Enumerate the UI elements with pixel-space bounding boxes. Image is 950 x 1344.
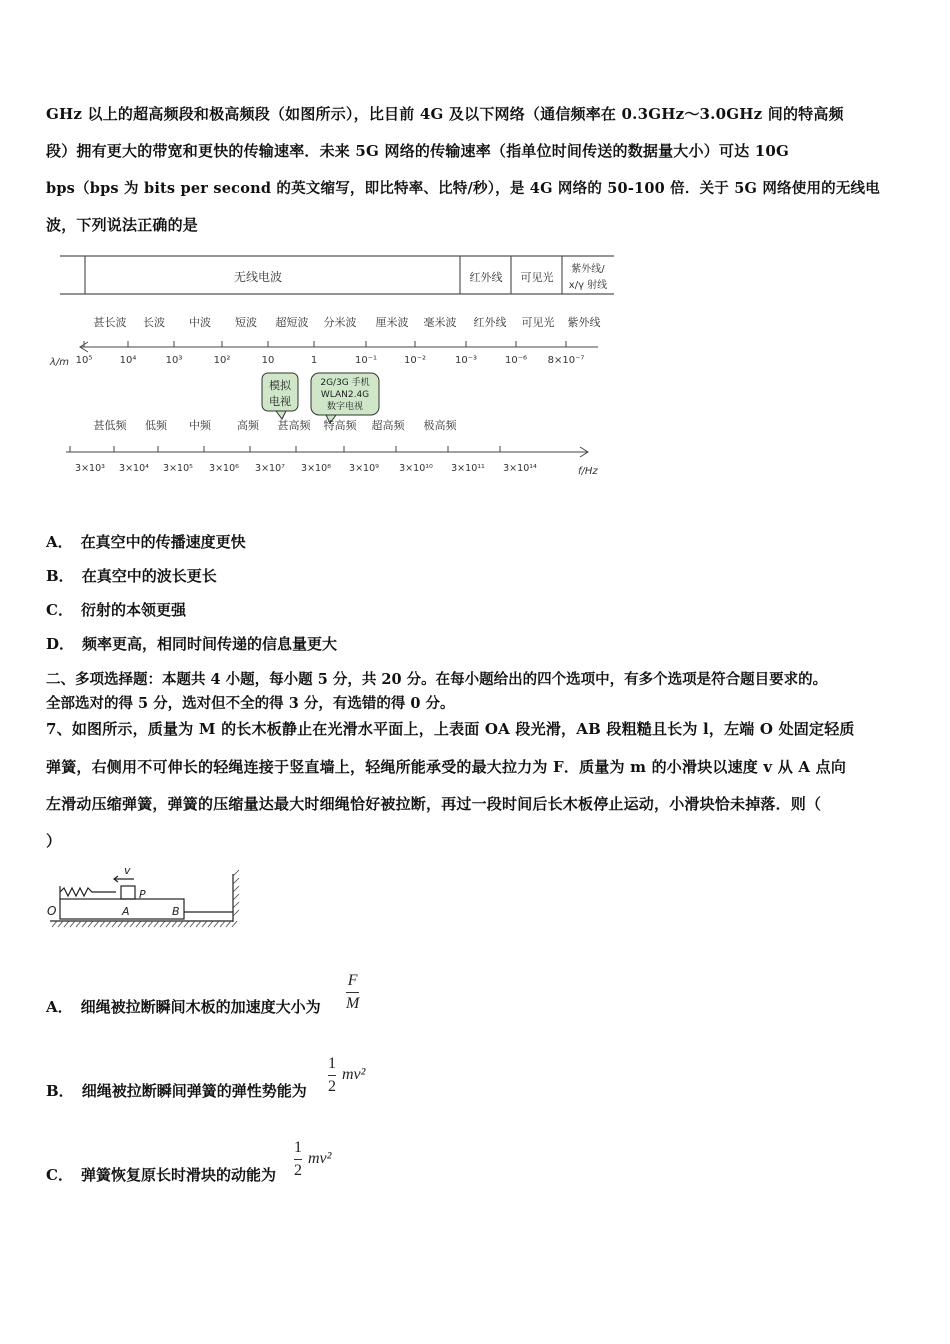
freq-tick-1: 3×10⁴ bbox=[119, 463, 149, 474]
label-p: P bbox=[139, 888, 146, 901]
q6-option-a[interactable] bbox=[46, 531, 246, 552]
q7-option-c-numerator: 1 bbox=[294, 1139, 302, 1156]
q7-option-a-key: A． bbox=[46, 998, 73, 1016]
band-infrared: 红外线 bbox=[469, 271, 503, 284]
q7-option-a-numerator: F bbox=[347, 972, 358, 989]
freq-name-6: 超高频 bbox=[371, 419, 405, 432]
callout-tv-line-2: 电视 bbox=[269, 395, 291, 408]
wave-name-0: 甚长波 bbox=[93, 316, 127, 329]
lambda-tick-1: 10⁴ bbox=[119, 355, 137, 366]
q7-option-c-key: C． bbox=[46, 1166, 73, 1184]
wave-name-3: 短波 bbox=[235, 316, 257, 329]
label-b: B bbox=[172, 905, 180, 918]
callout-phone-line-2: WLAN2.4G bbox=[320, 390, 370, 400]
freq-name-2: 中频 bbox=[189, 419, 211, 432]
q7-option-b-fraction bbox=[328, 1055, 336, 1096]
lambda-tick-9: 10⁻⁶ bbox=[504, 355, 528, 366]
q6-option-c-text: 衍射的本领更强 bbox=[80, 601, 186, 619]
lambda-tick-10: 8×10⁻⁷ bbox=[547, 355, 585, 366]
q7-option-a-text: 细绳被拉断瞬间木板的加速度大小为 bbox=[80, 998, 321, 1016]
q6-option-a-key: A． bbox=[46, 533, 73, 551]
q6-option-b-key: B． bbox=[46, 567, 74, 585]
lambda-tick-2: 10³ bbox=[165, 355, 183, 366]
q7-option-c-mv2: mv² bbox=[308, 1150, 332, 1167]
lambda-tick-3: 10² bbox=[213, 355, 231, 366]
q7-line-3: 左滑动压缩弹簧，弹簧的压缩量达最大时细绳恰好被拉断，再过一段时间后长木板停止运动，小滑块恰未掉落．则（ bbox=[46, 795, 822, 813]
wave-name-5: 分米波 bbox=[323, 316, 357, 329]
wave-name-7: 毫米波 bbox=[423, 316, 457, 329]
q7-option-b-numerator: 1 bbox=[328, 1055, 336, 1072]
freq-tick-8: 3×10¹¹ bbox=[451, 463, 485, 474]
freq-name-5: 特高频 bbox=[323, 419, 357, 432]
q7-line-4: ） bbox=[46, 832, 62, 850]
freq-tick-3: 3×10⁶ bbox=[209, 463, 239, 474]
paragraph-line-1: GHz 以上的超高频段和极高频段（如图所示），比目前 4G 及以下网络（通信频率在 0.3GHz～3.0GHz 间的特高频 bbox=[46, 105, 844, 123]
q6-option-d-text: 频率更高，相同时间传递的信息量更大 bbox=[82, 635, 338, 653]
q7-option-a-fraction bbox=[346, 972, 359, 1013]
lambda-tick-4: 10 bbox=[261, 355, 275, 366]
q6-option-b-text: 在真空中的波长更长 bbox=[81, 567, 217, 585]
callout-tv-line-1: 模拟 bbox=[269, 379, 291, 392]
q6-option-d[interactable] bbox=[46, 633, 337, 654]
lambda-axis-label: λ/m bbox=[50, 357, 70, 368]
freq-tick-4: 3×10⁷ bbox=[255, 463, 285, 474]
wave-name-1: 长波 bbox=[143, 316, 165, 329]
section2-line-1: 二、多项选择题：本题共 4 小题，每小题 5 分，共 20 分。在每小题给出的四个选项中，有多个选项是符合题目要求的。 bbox=[46, 671, 828, 688]
paragraph-line-4: 波，下列说法正确的是 bbox=[46, 216, 199, 234]
lambda-tick-0: 10⁵ bbox=[75, 355, 93, 366]
q7-option-c-text: 弹簧恢复原长时滑块的动能为 bbox=[80, 1166, 276, 1184]
wave-name-8: 红外线 bbox=[473, 316, 507, 329]
q7-option-b-text: 细绳被拉断瞬间弹簧的弹性势能为 bbox=[81, 1082, 307, 1100]
q7-option-a-denominator: M bbox=[346, 995, 360, 1012]
band-xray: x/γ 射线 bbox=[568, 280, 608, 291]
wave-name-6: 厘米波 bbox=[375, 316, 409, 329]
band-visible: 可见光 bbox=[520, 271, 554, 284]
paragraph-line-2: 段）拥有更大的带宽和更快的传输速率．未来 5G 网络的传输速率（指单位时间传送的数据量大小）可达 10G bbox=[46, 142, 790, 160]
freq-tick-5: 3×10⁸ bbox=[301, 463, 331, 474]
lambda-tick-7: 10⁻² bbox=[403, 355, 427, 366]
band-radio: 无线电波 bbox=[233, 270, 283, 284]
q7-option-a[interactable] bbox=[46, 996, 321, 1017]
freq-name-0: 甚低频 bbox=[93, 419, 127, 432]
freq-tick-9: 3×10¹⁴ bbox=[503, 463, 537, 474]
freq-tick-2: 3×10⁵ bbox=[163, 463, 193, 474]
wave-name-10: 紫外线 bbox=[567, 316, 601, 329]
freq-tick-0: 3×10³ bbox=[75, 463, 105, 474]
board-figure bbox=[44, 862, 244, 932]
freq-name-7: 极高频 bbox=[423, 419, 457, 432]
label-v: v bbox=[124, 864, 131, 877]
q6-option-b[interactable] bbox=[46, 565, 217, 586]
lambda-tick-5: 1 bbox=[310, 355, 318, 366]
q7-line-2: 弹簧，右侧用不可伸长的轻绳连接于竖直墙上，轻绳所能承受的最大拉力为 F．质量为 m 的小滑块以速度 v 从 A 点向 bbox=[46, 758, 847, 776]
callout-phone bbox=[311, 373, 379, 423]
paragraph-line-3: bps（bps 为 bits per second 的英文缩写，即比特率、比特/秒），是 4G 网络的 50-100 倍．关于 5G 网络使用的无线电 bbox=[46, 180, 880, 197]
spectrum-figure bbox=[50, 252, 618, 484]
q7-option-b-mv2: mv² bbox=[342, 1066, 366, 1083]
q6-option-c-key: C． bbox=[46, 601, 73, 619]
freq-tick-6: 3×10⁹ bbox=[349, 463, 379, 474]
callout-phone-line-3: 数字电视 bbox=[326, 402, 364, 412]
q6-option-c[interactable] bbox=[46, 599, 186, 620]
q7-option-b-denominator: 2 bbox=[328, 1078, 336, 1095]
label-a: A bbox=[122, 905, 130, 918]
band-uv: 紫外线/ bbox=[571, 264, 605, 275]
label-o: O bbox=[47, 904, 57, 918]
freq-name-3: 高频 bbox=[237, 419, 259, 432]
lambda-tick-6: 10⁻¹ bbox=[354, 355, 378, 366]
callout-tv bbox=[262, 373, 298, 419]
q7-option-b-key: B． bbox=[46, 1082, 74, 1100]
q7-option-b[interactable] bbox=[46, 1080, 307, 1101]
wave-name-4: 超短波 bbox=[275, 316, 309, 329]
q6-option-a-text: 在真空中的传播速度更快 bbox=[80, 533, 246, 551]
q7-option-c-fraction bbox=[294, 1139, 302, 1180]
freq-name-4: 甚高频 bbox=[277, 419, 311, 432]
q7-option-c[interactable] bbox=[46, 1164, 276, 1185]
lambda-tick-8: 10⁻³ bbox=[454, 355, 478, 366]
freq-name-1: 低频 bbox=[145, 419, 167, 432]
q7-option-c-denominator: 2 bbox=[294, 1162, 302, 1179]
section2-line-2: 全部选对的得 5 分，选对但不全的得 3 分，有选错的得 0 分。 bbox=[46, 695, 455, 712]
freq-tick-7: 3×10¹⁰ bbox=[399, 463, 433, 474]
q6-option-d-key: D． bbox=[46, 635, 75, 653]
wave-name-9: 可见光 bbox=[521, 316, 555, 329]
callout-phone-line-1: 2G/3G 手机 bbox=[320, 378, 370, 388]
q7-line-1: 7、如图所示，质量为 M 的长木板静止在光滑水平面上，上表面 OA 段光滑，AB 段粗糙且长为 l，左端 O 处固定轻质 bbox=[46, 720, 855, 738]
freq-axis-label: f/Hz bbox=[578, 466, 598, 477]
wave-name-2: 中波 bbox=[189, 316, 211, 329]
